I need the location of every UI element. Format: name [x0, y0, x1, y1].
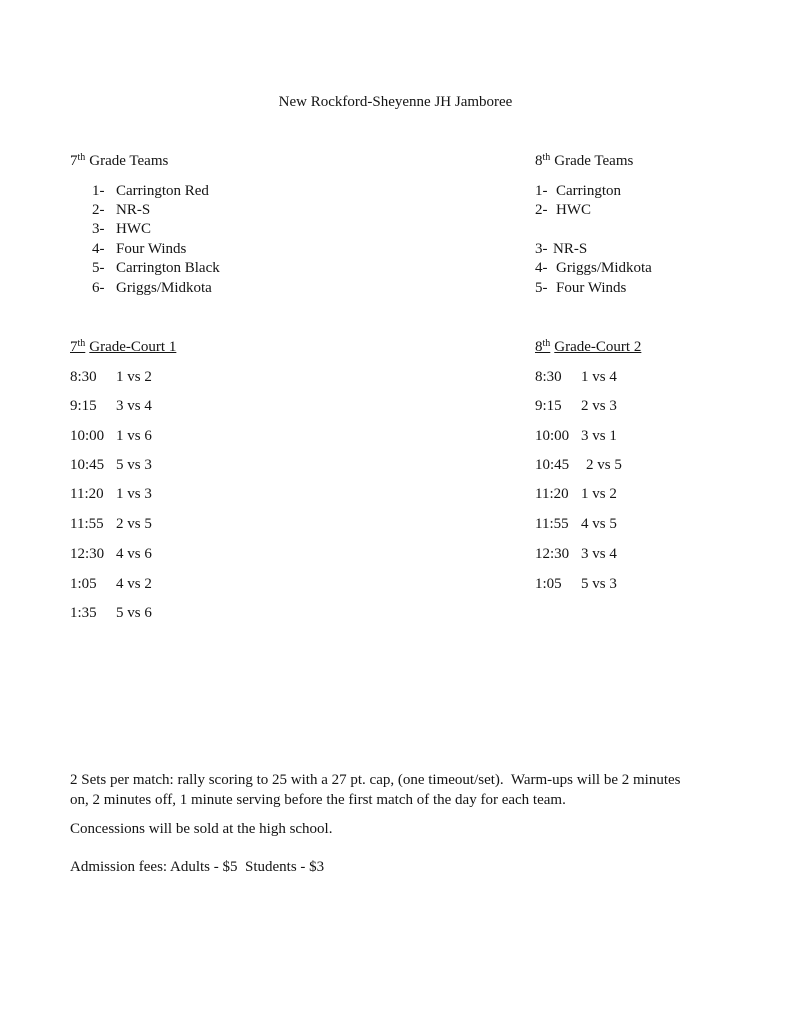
team-name: Griggs/Midkota	[556, 260, 652, 276]
heading-label: Grade Teams	[554, 153, 634, 169]
team-number: 2-	[92, 202, 105, 218]
grade-suffix: th	[77, 338, 86, 349]
grade-number: 8	[535, 339, 543, 355]
team-number: 1-	[92, 183, 105, 199]
page-title: New Rockford-Sheyenne JH Jamboree	[278, 94, 513, 110]
game-match: 1 vs 4	[581, 369, 617, 385]
game-match: 2 vs 5	[116, 516, 152, 532]
game-match: 1 vs 2	[116, 369, 152, 385]
team-number: 4-	[92, 241, 105, 257]
game-match: 3 vs 4	[116, 398, 152, 414]
game-match: 4 vs 5	[581, 516, 617, 532]
game-match: 2 vs 5	[586, 457, 622, 473]
team-name: NR-S	[553, 241, 588, 257]
game-time: 11:20	[535, 486, 569, 502]
heading-label: Grade-Court 2	[554, 339, 642, 355]
grade-suffix: th	[542, 152, 551, 163]
admission-note: Admission fees: Adults - $5 Students - $3	[70, 859, 325, 875]
game-time: 1:05	[535, 576, 562, 592]
game-match: 3 vs 4	[581, 546, 617, 562]
game-time: 12:30	[70, 546, 105, 562]
grade-suffix: th	[542, 338, 551, 349]
game-time: 8:30	[535, 369, 562, 385]
game-match: 3 vs 1	[581, 428, 617, 444]
grade7-teams-heading	[70, 152, 168, 172]
game-time: 11:55	[535, 516, 569, 532]
game-time: 11:20	[70, 486, 104, 502]
game-time: 10:00	[535, 428, 570, 444]
game-time: 10:45	[70, 457, 105, 473]
grade8-teams-heading	[535, 152, 633, 172]
court2-heading	[535, 338, 641, 358]
game-time: 9:15	[70, 398, 97, 414]
game-time: 10:00	[70, 428, 105, 444]
team-number: 3-	[535, 241, 548, 257]
team-name: HWC	[556, 202, 591, 218]
team-name: Carrington Red	[116, 183, 209, 199]
heading-label: Grade Teams	[89, 153, 169, 169]
game-match: 5 vs 3	[116, 457, 152, 473]
team-name: Carrington	[556, 183, 621, 199]
team-name: Carrington Black	[116, 260, 220, 276]
team-number: 5-	[535, 280, 548, 296]
game-match: 1 vs 3	[116, 486, 152, 502]
game-time: 12:30	[535, 546, 570, 562]
game-match: 2 vs 3	[581, 398, 617, 414]
team-name: NR-S	[116, 202, 151, 218]
rules-line: 2 Sets per match: rally scoring to 25 with a 27 pt. cap, (one timeout/set). Warm-ups will be 2 minutes	[70, 772, 681, 788]
grade-suffix: th	[77, 152, 86, 163]
game-match: 5 vs 6	[116, 605, 152, 621]
game-time: 8:30	[70, 369, 97, 385]
grade-number: 7	[70, 339, 78, 355]
grade-number: 8	[535, 153, 543, 169]
game-match: 4 vs 2	[116, 576, 152, 592]
team-number: 3-	[92, 221, 105, 237]
game-time: 11:55	[70, 516, 104, 532]
team-name: Four Winds	[556, 280, 627, 296]
concessions-note: Concessions will be sold at the high school.	[70, 821, 333, 837]
team-number: 4-	[535, 260, 548, 276]
game-time: 1:35	[70, 605, 97, 621]
court1-heading	[70, 338, 176, 358]
game-match: 5 vs 3	[581, 576, 617, 592]
team-number: 5-	[92, 260, 105, 276]
grade-number: 7	[70, 153, 78, 169]
game-time: 9:15	[535, 398, 562, 414]
team-number: 1-	[535, 183, 548, 199]
team-name: HWC	[116, 221, 151, 237]
game-time: 10:45	[535, 457, 570, 473]
team-number: 6-	[92, 280, 105, 296]
team-name: Griggs/Midkota	[116, 280, 212, 296]
game-match: 4 vs 6	[116, 546, 152, 562]
rules-line: on, 2 minutes off, 1 minute serving before the first match of the day for each team.	[70, 792, 566, 808]
game-match: 1 vs 6	[116, 428, 152, 444]
game-time: 1:05	[70, 576, 97, 592]
team-name: Four Winds	[116, 241, 187, 257]
team-number: 2-	[535, 202, 548, 218]
heading-label: Grade-Court 1	[89, 339, 177, 355]
game-match: 1 vs 2	[581, 486, 617, 502]
